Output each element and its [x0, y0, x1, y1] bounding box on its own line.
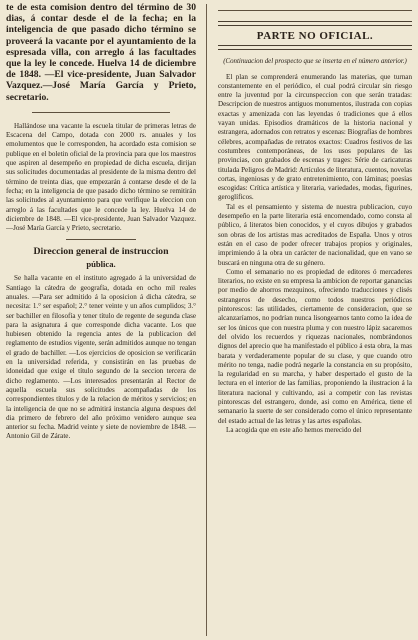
left-column — [6, 0, 196, 640]
instruction-notice-body: Se halla vacante en el instituto agregado á la universidad de Santiago la cátedra de geografía, dotada en ocho mil reales anuales. —Para ser admitido á la oposicion á dicha cátedra, se necesita: 1.° ser español; 2.° tener veinte y un años cumplidos; 3.° ser bachiller en filosofía y tener título de regente de segunda clase para la asignatura á que corresponde dicha vacante. Los que hubiesen obtenido la regencia antes de la publicacion del reglamento de estudios vigente, serán admitidos aunque no tengan el grado de bachiller. —Los ejercicios de oposicion se verificarán en la universidad referida, y consistirán en las pruebas de idoneidad que exige el título segundo de la seccion tercera de dicho reglamento. —Los interesados presentarán al Rector de aquella escuela sus solicitudes acompañadas de los correspondientes títulos y de la relacion de méritos y servicios; en la inteligencia de que no se admitirá instancia alguna despues del dia primero de febrero del año próximo venidero aunque sea anterior su fecha. Madrid veinte y siete de noviembre de 1848. —Antonio Gil de Zárate. — [6, 274, 196, 441]
section-subtitle: pública. — [86, 259, 116, 270]
continuation-note: (Continuacion del prospecto que se inserta en el número anterior.) — [223, 58, 407, 65]
vacancy-notice-escacena: Hallándose una vacante la escuela titular de primeras letras de Escacena del Campo, dotada con 2000 rs. anuales y los emolumentos que le corresponden, ha acordado esta comision se publique en el boletin oficial de la provincia para que los maestros que aspiren al desempeño en propiedad de dicha escuela, dirijan sus solicitudes documentadas al presidente de la misma dentro del término de treinta dias, que empezarán á contarse desde el de la fecha; en la inteligencia de que pasado dicho término se remitirán las solicitudes al ayuntamiento para que verifique la eleccion con arreglo á las facultades que le concede la ley. Huelva 14 de diciembre de 1848. —El vice-presidente, Juan Salvador Vazquez.—José María García y Prieto, secretario. — [6, 121, 196, 233]
paragraph: Como el semanario no es propiedad de editores ó mercaderes literarios, no existe en su empresa la ambicion de reportar ganancias por medio de ahorros mezquinos, ofreciendo traducciones y clisés estrangeros de desecho, como todos nuestros periódicos pintorescos: las utilidades, ciertamente de consideracion, que se alcanzaríamos, no podrían nunca lisongearnos tanto como la idea de ser los únicos que con nuestra pluma y con nuestro lápiz sacaremos del olvido los recuerdos y riquezas nacionales, nombrándonos dignos del aprecio que ha manifestado el público á esta obra, la mas barata y verdaderamente popular de su clase, y que cuando otro mérito no tenga, nadie podrá negarle la constancia en su propósito, la regularidad en su marcha, y haber despertado el gusto de la lectura en el interior de las familias, proponiendo la ilustracion á la literatura nacional y cultivando, asi a competir con las revistas pintorescas del estrangero, donde, asi como en América, tiene el semanario la suerte de ser considerado como el único representante del estado actual de las letras y las artes españolas. — [218, 267, 412, 425]
section-header-title: PARTE NO OFICIAL. — [218, 25, 412, 46]
divider — [32, 112, 170, 113]
paragraph: El plan se comprenderá enumerando las materias, que turnan constantemente en el periódico, el cual podrá circular sin riesgo entre la juventud por la circunspeccion con que serán tratadas: Descripcion de nuestros antiguos monumentos, ilustrada con copias exactas y amenizada con las leyendas ó tradiciones que á ellos vayan unidas. Episodios dramáticos de la historia nacional y estrangera, adornados con retratos y escenas: Biografías de hombres célebres, acompañadas de retratos exactos: Cuadros festivos de las costumbres contemporáneas, de los usos populares de las provincias, con grabados de escenas y trages: Série de caricaturas titulada Peligros de Madrid: Artículos de literatura, cuentos, novelas cortas, ingeniosas y de grato entretenimiento, con láminas; poesías escogidas: Crítica artística y literaria, variedades, modas, figurines, geroglíficos. — [218, 72, 412, 202]
vacancy-notice-continued: te de esta comision dentro del término de 30 dias, á contar desde el de la fecha; en la inteligencia de que pasado dicho término se proveerá la vacante por el ayuntamiento de la espresada villa, con arreglo á las facultades que la ley le concede. Huelva 14 de diciembre de 1848. —El vice-presidente, Juan Salvador Vazquez.—José María García y Prieto, secretario. — [6, 2, 196, 103]
paragraph: La acogida que en este año hemos merecido del — [226, 425, 362, 434]
right-column — [218, 0, 412, 640]
divider — [66, 239, 136, 240]
divider — [218, 10, 412, 11]
section-title: Direccion general de instruccion — [33, 246, 169, 258]
column-divider — [206, 4, 207, 636]
section-header-box — [218, 21, 412, 50]
prospectus-text — [218, 73, 412, 436]
paragraph: Tal es el pensamiento y sistema de nuestra publicacion, cuyo desempeño en la parte literaria está encomendado, como consta al público, á literatos bien conocidos, y el cuyos dibujos y grabados son obras de los artistas mas acreditados de España. Unos y otros están en el caso de poder ofrecer trabajos propios y originales, imprimiendo á la obra un carácter de nacionalidad, que en vano se buscará en ninguna otra de su género. — [218, 202, 412, 267]
